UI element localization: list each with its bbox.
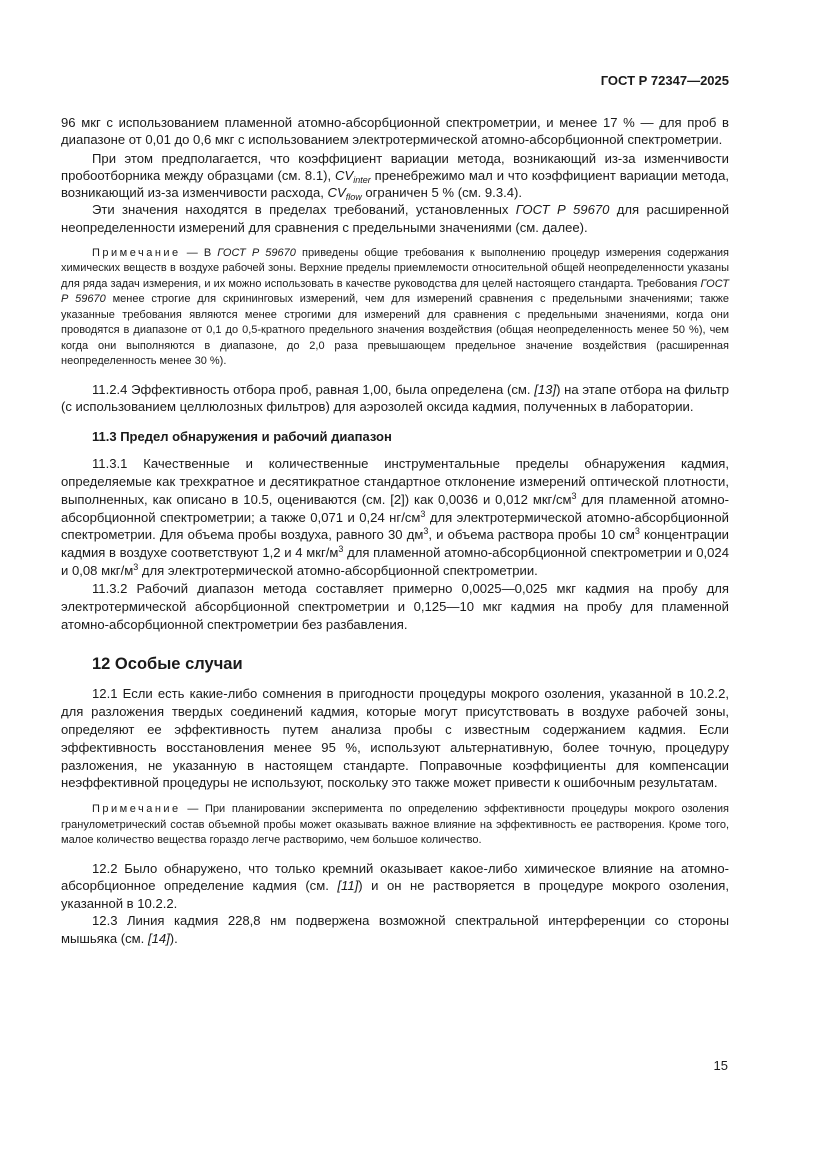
page-number: 15 [713, 1058, 728, 1073]
section-heading-11-3: 11.3 Предел обнаружения и рабочий диапазон [92, 428, 392, 444]
paragraph-11-3-2: 11.3.2 Рабочий диапазон метода составляет примерно 0,0025—0,025 мкг кадмия на пробу для электротермической абсорбционной спектрометрии и 0,125—10 мкг кадмия на пробу для пламенной атомно-абсорбционной спектрометрии без разбавления. [61, 581, 729, 632]
note-block-2: Примечание — При планировании эксперимента по определению эффективности процедуры мокрого озоления гранулометрический состав объемной пробы может оказывать важное влияние на эффективность ее растворения. Кроме того, малое количество вещества гораздо легче растворимо, чем большое количество. [61, 803, 729, 847]
paragraph-requirements: Эти значения находятся в пределах требований, установленных ГОСТ Р 59670 для расширенной неопределенности измерений для сравнения с предельными значениями (см. далее). [61, 202, 730, 235]
note-block-1: Примечание — В ГОСТ Р 59670 приведены общие требования к выполнению процедур измерения содержания химических веществ в воздухе рабочей зоны. Верхние пределы приемлемости относительной общей неопределенности указаны для ряда задач измерения, и их можно использовать в качестве руководства для целей настоящего стандарта. Требования ГОСТ Р 59670 менее строгие для скрининговых измерений, чем для измерений сравнения с предельными значениями; также указанные требования являются менее строгими для измерений для сравнения с предельными значениями, когда они проводятся в диапазоне от 0,1 до 0,5-кратного предельного значения воздействия (общая неопределенность менее 50 %), чем когда они выполняются в диапазоне, до 2,0 раза превышающем предельное значение воздействия (расширенная неопределенность менее 30 %). [61, 246, 729, 368]
paragraph-12-3: 12.3 Линия кадмия 228,8 нм подвержена возможной спектральной интерференции со стороны мышьяка (см. [14]). [61, 913, 729, 946]
paragraph-continuation: 96 мкг с использованием пламенной атомно-абсорбционной спектрометрии, и менее 17 % — для проб в диапазоне от 0,01 до 0,6 мкг с использованием электротермической атомно-абсорбционной спектрометрии. [61, 115, 729, 148]
page-content [61, 114, 729, 947]
section-heading-12: 12 Особые случаи [92, 654, 243, 673]
paragraph-11-2-4: 11.2.4 Эффективность отбора проб, равная 1,00, была определена (см. [13]) на этапе отбора на фильтр (с использованием целлюлозных фильтров) для аэрозолей оксида кадмия, полученных в лаборатории. [61, 381, 729, 414]
paragraph-12-2: 12.2 Было обнаружено, что только кремний оказывает какое-либо химическое влияние на атомно-абсорбционное определение кадмия (см. [11]) и он не растворяется в процедуре мокрого озоления, указанной в 10.2.2. [61, 860, 730, 911]
paragraph-12-1: 12.1 Если есть какие-либо сомнения в пригодности процедуры мокрого озоления, указанной в 10.2.2, для разложения твердых соединений кадмия, которые могут присутствовать в воздухе рабочей зоны, определяют ее эффективность путем анализа пробы с известным содержанием кадмия. Если эффективность восстановления менее 95 %, используют альтернативную, более точную, процедуру разложения, не указанную в настоящем стандарте. Поправочные коэффициенты для компенсации неэффективной процедуры не используют, поскольку это также может привести к ошибочным результатам. [61, 685, 729, 791]
paragraph-cv-assumption: При этом предполагается, что коэффициент вариации метода, возникающий из-за изменчивости пробоотборника между образцами (см. 8.1), $CV_{inter}$ пренебрежимо мал и что коэффициент вариации метода, возникающий из-за изменчивости расхода, $CV_{flow}$ ограничен 5 % (см. 9.3.4). [61, 151, 729, 203]
document-id-header: ГОСТ Р 72347—2025 [600, 73, 729, 88]
paragraph-11-3-1: 11.3.1 Качественные и количественные инструментальные пределы обнаружения кадмия, определяемые как трехкратное и десятикратное стандартное отклонение измерений оптической плотности, выполненных, как описано в 10.5, оцениваются (см. [2]) как 0,0036 и 0,012 мкг/$см^3$ для пламенной атомно-абсорбционной спектрометрии; а также 0,071 и 0,24 $нг/см^3$ для электротермической атомно-абсорбционной спектрометрии. Для объема пробы воздуха, равного 30 $дм^3$, и объема раствора пробы 10 $см^3$ концентрации кадмия в воздухе соответствуют 1,2 и 4 мкг/$м^3$ для пламенной атомно-абсорбционной спектрометрии и 0,024 и 0,08 мкг/$м^3$ для электротермической атомно-абсорбционной спектрометрии. [61, 455, 729, 579]
